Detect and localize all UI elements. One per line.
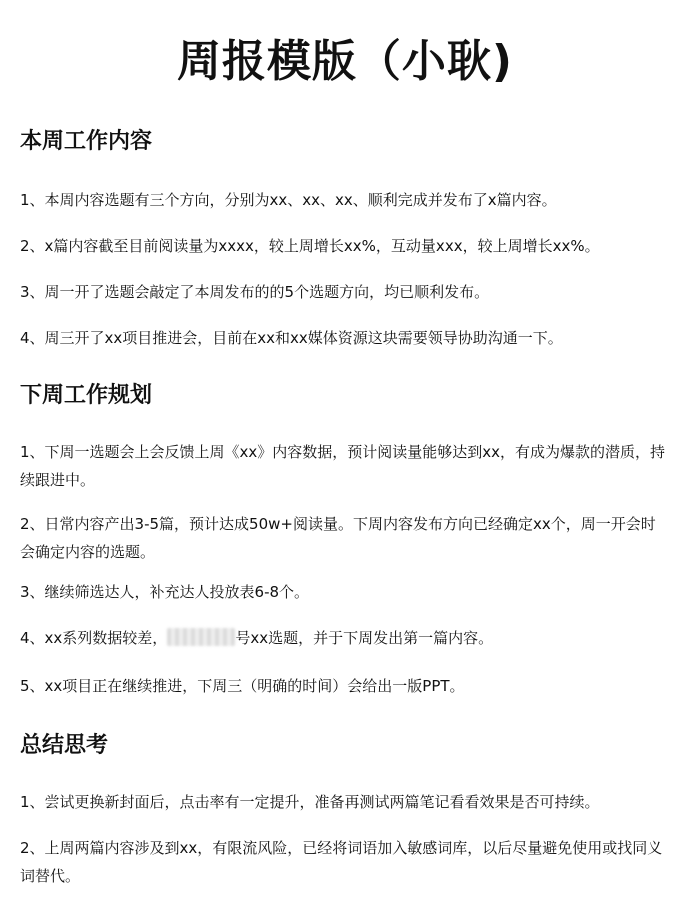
- next-week-item-4: [20, 624, 670, 652]
- this-week-item-3: 3、周一开了选题会敲定了本周发布的的5个选题方向，均已顺利发布。: [20, 283, 490, 301]
- summary-item-1: 1、尝试更换新封面后，点击率有一定提升，准备再测试两篇笔记看看效果是否可持续。: [20, 793, 600, 811]
- next-week-item-1: 1、下周一选题会上会反馈上周《xx》内容数据，预计阅读量能够达到xx，有成为爆款的潜质，持续跟进中。: [20, 443, 666, 489]
- page-title: 周报模版（小耿): [176, 36, 514, 87]
- next-week-item-5: 5、xx项目正在继续推进，下周三（明确的时间）会给出一版PPT。: [20, 677, 465, 695]
- blurred-text: [167, 628, 235, 646]
- this-week-item-4: 4、周三开了xx项目推进会，目前在xx和xx媒体资源这块需要领导协助沟通一下。: [20, 329, 563, 347]
- section-heading-summary: 总结思考: [20, 733, 109, 758]
- this-week-item-1: 1、本周内容选题有三个方向，分别为xx、xx、xx、顺利完成并发布了x篇内容。: [20, 191, 557, 209]
- next-week-item-4-before: 4、xx系列数据较差，: [20, 629, 168, 647]
- this-week-item-2: 2、x篇内容截至目前阅读量为xxxx，较上周增长xx%，互动量xxx，较上周增长xx%。: [20, 237, 600, 255]
- section-heading-next-week: 下周工作规划: [20, 383, 153, 408]
- next-week-item-4-after: 号xx选题，并于下周发出第一篇内容。: [235, 629, 494, 647]
- next-week-item-3: 3、继续筛选达人，补充达人投放表6-8个。: [20, 583, 310, 601]
- summary-item-2: 2、上周两篇内容涉及到xx，有限流风险，已经将词语加入敏感词库，以后尽量避免使用或找同义词替代。: [20, 839, 663, 885]
- next-week-item-2: 2、日常内容产出3-5篇，预计达成50w+阅读量。下周内容发布方向已经确定xx个，周一开会时会确定内容的选题。: [20, 515, 656, 561]
- section-heading-this-week: 本周工作内容: [20, 129, 153, 154]
